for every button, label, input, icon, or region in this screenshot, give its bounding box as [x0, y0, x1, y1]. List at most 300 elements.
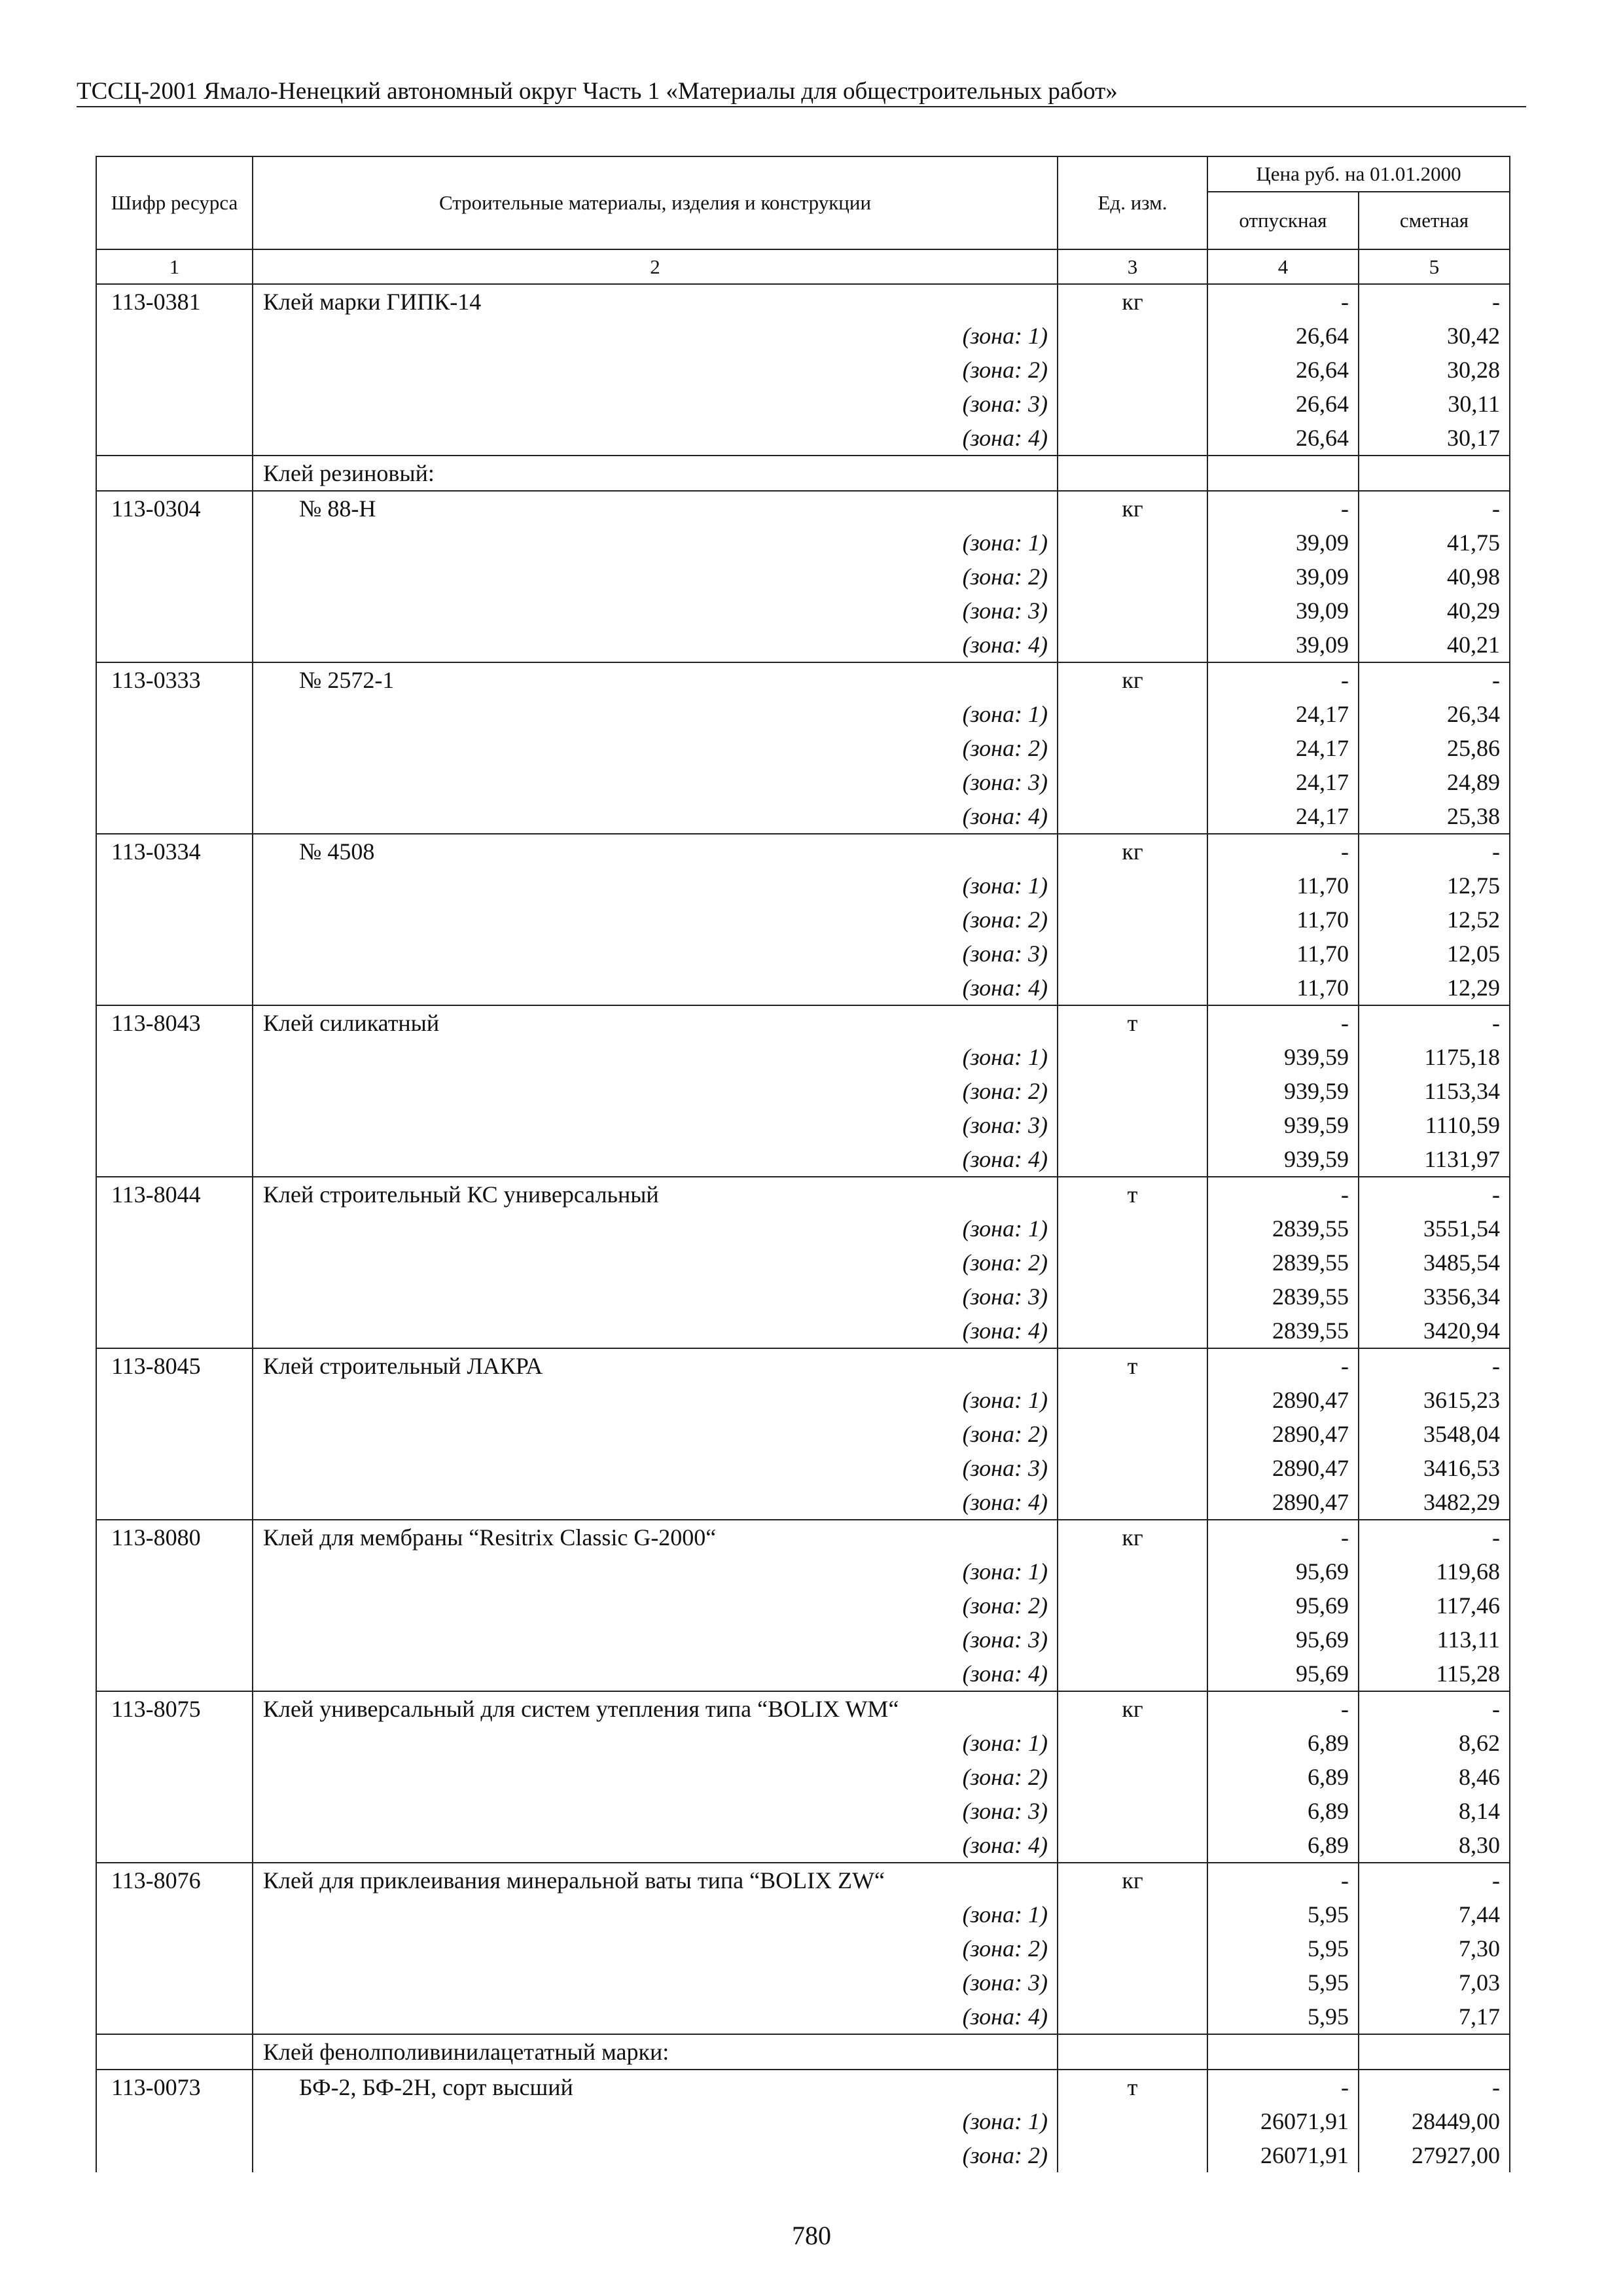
row-unit: [1058, 1828, 1207, 1863]
column-number: 5: [1359, 249, 1510, 284]
row-unit: [1058, 353, 1207, 387]
row-release-price: 26,64: [1207, 319, 1359, 353]
row-release-price: 95,69: [1207, 1588, 1359, 1623]
row-estimate-price: 1131,97: [1359, 1142, 1510, 1177]
row-name: Клей для приклеивания минеральной ваты типа “BOLIX ZW“: [253, 1863, 1058, 1897]
row-estimate-price: 27927,00: [1359, 2138, 1510, 2172]
material-row: [96, 1348, 1510, 1383]
zone-row: [96, 387, 1510, 421]
row-estimate-price: 3482,29: [1359, 1485, 1510, 1520]
row-unit: [1058, 319, 1207, 353]
row-release-price: 26,64: [1207, 421, 1359, 456]
row-estimate-price: 8,14: [1359, 1794, 1510, 1828]
material-row: [96, 1520, 1510, 1554]
row-unit: [1058, 1074, 1207, 1108]
row-estimate-price: 12,52: [1359, 903, 1510, 937]
zone-row: [96, 731, 1510, 765]
row-unit: [1058, 1726, 1207, 1760]
row-release-price: 26,64: [1207, 387, 1359, 421]
zone-row: [96, 1417, 1510, 1451]
zone-row: [96, 628, 1510, 662]
row-code: [96, 1451, 253, 1485]
zone-label: (зона: 4): [253, 421, 1058, 456]
row-release-price: -: [1207, 1520, 1359, 1554]
row-code: 113-0381: [96, 284, 253, 319]
row-unit: [1058, 1246, 1207, 1280]
zone-row: [96, 421, 1510, 456]
row-release-price: 2890,47: [1207, 1417, 1359, 1451]
row-code: [96, 594, 253, 628]
row-estimate-price: 12,75: [1359, 869, 1510, 903]
row-release-price: -: [1207, 1691, 1359, 1726]
zone-row: [96, 526, 1510, 560]
row-estimate-price: 25,86: [1359, 731, 1510, 765]
table-body: [96, 284, 1510, 2172]
zone-label: (зона: 2): [253, 1246, 1058, 1280]
zone-row: [96, 560, 1510, 594]
column-header-name: Строительные материалы, изделия и конструкции: [253, 156, 1058, 249]
row-code: [96, 1142, 253, 1177]
row-unit: [1058, 1588, 1207, 1623]
zone-label: (зона: 1): [253, 1897, 1058, 1931]
row-estimate-price: -: [1359, 2070, 1510, 2104]
row-unit: [1058, 2104, 1207, 2138]
row-estimate-price: 3416,53: [1359, 1451, 1510, 1485]
zone-row: [96, 1383, 1510, 1417]
row-unit: [1058, 628, 1207, 662]
row-estimate-price: 24,89: [1359, 765, 1510, 799]
row-unit: [1058, 1931, 1207, 1965]
row-estimate-price: 30,11: [1359, 387, 1510, 421]
row-code: 113-0073: [96, 2070, 253, 2104]
zone-label: (зона: 4): [253, 971, 1058, 1005]
row-release-price: 939,59: [1207, 1108, 1359, 1142]
zone-row: [96, 1314, 1510, 1348]
row-estimate-price: 3551,54: [1359, 1211, 1510, 1246]
row-release-price: 11,70: [1207, 937, 1359, 971]
row-estimate-price: 12,29: [1359, 971, 1510, 1005]
zone-row: [96, 1142, 1510, 1177]
column-header-code: Шифр ресурса: [96, 156, 253, 249]
row-unit: [1058, 1623, 1207, 1657]
row-estimate-price: 3420,94: [1359, 1314, 1510, 1348]
zone-label: (зона: 1): [253, 869, 1058, 903]
row-unit: т: [1058, 2070, 1207, 2104]
zone-row: [96, 1074, 1510, 1108]
row-release-price: 95,69: [1207, 1623, 1359, 1657]
row-estimate-price: 119,68: [1359, 1554, 1510, 1588]
zone-label: (зона: 3): [253, 1280, 1058, 1314]
row-code: [96, 1040, 253, 1074]
row-release-price: 5,95: [1207, 1931, 1359, 1965]
row-code: 113-0334: [96, 834, 253, 869]
zone-label: (зона: 4): [253, 628, 1058, 662]
row-estimate-price: 115,28: [1359, 1657, 1510, 1691]
row-code: [96, 2138, 253, 2172]
row-estimate-price: 8,62: [1359, 1726, 1510, 1760]
row-unit: [1058, 1108, 1207, 1142]
row-release-price: 6,89: [1207, 1794, 1359, 1828]
row-release-price: -: [1207, 662, 1359, 697]
row-release-price: 6,89: [1207, 1760, 1359, 1794]
row-code: [96, 2000, 253, 2034]
row-code: [96, 526, 253, 560]
row-estimate-price: 30,28: [1359, 353, 1510, 387]
zone-label: (зона: 4): [253, 799, 1058, 834]
row-code: [96, 387, 253, 421]
row-release-price: 39,09: [1207, 560, 1359, 594]
row-release-price: 24,17: [1207, 765, 1359, 799]
row-release-price: 2890,47: [1207, 1383, 1359, 1417]
material-row: [96, 834, 1510, 869]
row-release-price: 939,59: [1207, 1142, 1359, 1177]
material-row: [96, 491, 1510, 526]
row-unit: [1058, 903, 1207, 937]
zone-row: [96, 1760, 1510, 1794]
material-row: [96, 1863, 1510, 1897]
row-unit: [1058, 799, 1207, 834]
row-code: [96, 1897, 253, 1931]
zone-row: [96, 1451, 1510, 1485]
row-estimate-price: 28449,00: [1359, 2104, 1510, 2138]
row-release-price: -: [1207, 284, 1359, 319]
zone-row: [96, 903, 1510, 937]
zone-label: (зона: 3): [253, 1794, 1058, 1828]
zone-label: (зона: 2): [253, 1760, 1058, 1794]
zone-label: (зона: 4): [253, 1142, 1058, 1177]
row-unit: [1058, 594, 1207, 628]
row-code: 113-8075: [96, 1691, 253, 1726]
zone-label: (зона: 2): [253, 560, 1058, 594]
row-release-price: 24,17: [1207, 697, 1359, 731]
zone-label: (зона: 2): [253, 2138, 1058, 2172]
row-code: [96, 353, 253, 387]
row-release-price: -: [1207, 834, 1359, 869]
zone-label: (зона: 1): [253, 2104, 1058, 2138]
row-code: [96, 1794, 253, 1828]
row-release-price: 26071,91: [1207, 2138, 1359, 2172]
row-unit: [1058, 2138, 1207, 2172]
column-number-row: [96, 249, 1510, 284]
row-code: [96, 1931, 253, 1965]
row-estimate-price: 117,46: [1359, 1588, 1510, 1623]
zone-label: (зона: 1): [253, 526, 1058, 560]
zone-label: (зона: 4): [253, 1828, 1058, 1863]
zone-row: [96, 1211, 1510, 1246]
row-unit: [1058, 421, 1207, 456]
row-name: № 4508: [253, 834, 1058, 869]
material-row: [96, 1005, 1510, 1040]
row-unit: кг: [1058, 662, 1207, 697]
material-row: [96, 1691, 1510, 1726]
zone-label: (зона: 1): [253, 697, 1058, 731]
zone-row: [96, 319, 1510, 353]
zone-row: [96, 1108, 1510, 1142]
row-name: БФ-2, БФ-2Н, сорт высший: [253, 2070, 1058, 2104]
row-unit: кг: [1058, 1863, 1207, 1897]
row-release-price: -: [1207, 2070, 1359, 2104]
zone-row: [96, 2104, 1510, 2138]
zone-row: [96, 799, 1510, 834]
row-release-price: 24,17: [1207, 731, 1359, 765]
zone-label: (зона: 3): [253, 1623, 1058, 1657]
row-estimate-price: -: [1359, 1005, 1510, 1040]
row-code: [96, 971, 253, 1005]
row-release-price: 39,09: [1207, 594, 1359, 628]
row-release-price: 11,70: [1207, 903, 1359, 937]
row-unit: кг: [1058, 491, 1207, 526]
table-header-row: [96, 156, 1510, 192]
zone-label: (зона: 1): [253, 319, 1058, 353]
row-unit: [1058, 1965, 1207, 2000]
row-estimate-price: 40,21: [1359, 628, 1510, 662]
row-code: 113-8044: [96, 1177, 253, 1211]
row-unit: [1058, 731, 1207, 765]
row-code: [96, 1417, 253, 1451]
row-name: Клей строительный ЛАКРА: [253, 1348, 1058, 1383]
zone-row: [96, 1623, 1510, 1657]
row-unit: [1058, 2000, 1207, 2034]
page-header: [77, 77, 1526, 107]
row-release-price: 2839,55: [1207, 1246, 1359, 1280]
row-name: Клей для мембраны “Resitrix Classic G-2000“: [253, 1520, 1058, 1554]
row-release-price: -: [1207, 1348, 1359, 1383]
zone-label: (зона: 1): [253, 1726, 1058, 1760]
zone-label: (зона: 2): [253, 1931, 1058, 1965]
row-unit: [1058, 560, 1207, 594]
row-estimate-price: 113,11: [1359, 1623, 1510, 1657]
row-code: 113-0304: [96, 491, 253, 526]
row-release-price: 11,70: [1207, 869, 1359, 903]
row-code: [96, 319, 253, 353]
row-unit: [1058, 1897, 1207, 1931]
row-code: [96, 1485, 253, 1520]
zone-row: [96, 971, 1510, 1005]
row-unit: [1058, 1142, 1207, 1177]
row-unit: [1058, 765, 1207, 799]
row-name: Клей универсальный для систем утепления типа “BOLIX WM“: [253, 1691, 1058, 1726]
row-estimate-price: 7,17: [1359, 2000, 1510, 2034]
row-code: [96, 1828, 253, 1863]
row-estimate-price: 30,42: [1359, 319, 1510, 353]
row-code: [96, 799, 253, 834]
row-code: [96, 1280, 253, 1314]
row-unit: [1058, 971, 1207, 1005]
zone-label: (зона: 4): [253, 1657, 1058, 1691]
column-header-estimate: сметная: [1359, 192, 1510, 249]
row-estimate-price: [1359, 2034, 1510, 2070]
row-estimate-price: 7,30: [1359, 1931, 1510, 1965]
zone-row: [96, 1897, 1510, 1931]
row-estimate-price: 1175,18: [1359, 1040, 1510, 1074]
row-unit: [1058, 1040, 1207, 1074]
row-code: [96, 456, 253, 491]
column-header-price-group: Цена руб. на 01.01.2000: [1207, 156, 1510, 192]
row-unit: [1058, 1314, 1207, 1348]
row-code: [96, 1108, 253, 1142]
zone-label: (зона: 3): [253, 1108, 1058, 1142]
row-release-price: 6,89: [1207, 1726, 1359, 1760]
row-estimate-price: -: [1359, 491, 1510, 526]
row-estimate-price: -: [1359, 1177, 1510, 1211]
row-release-price: 26071,91: [1207, 2104, 1359, 2138]
zone-label: (зона: 3): [253, 1965, 1058, 2000]
row-unit: [1058, 697, 1207, 731]
zone-label: (зона: 4): [253, 1314, 1058, 1348]
zone-label: (зона: 2): [253, 1074, 1058, 1108]
zone-label: (зона: 2): [253, 1417, 1058, 1451]
row-release-price: -: [1207, 1863, 1359, 1897]
row-estimate-price: -: [1359, 1691, 1510, 1726]
row-estimate-price: 3356,34: [1359, 1280, 1510, 1314]
column-number: 1: [96, 249, 253, 284]
zone-row: [96, 1828, 1510, 1863]
row-unit: [1058, 1383, 1207, 1417]
zone-label: (зона: 2): [253, 353, 1058, 387]
row-unit: т: [1058, 1348, 1207, 1383]
row-estimate-price: 1153,34: [1359, 1074, 1510, 1108]
row-code: [96, 903, 253, 937]
row-release-price: 2839,55: [1207, 1280, 1359, 1314]
zone-row: [96, 697, 1510, 731]
row-estimate-price: 1110,59: [1359, 1108, 1510, 1142]
row-unit: [1058, 937, 1207, 971]
row-code: [96, 1657, 253, 1691]
row-estimate-price: 3615,23: [1359, 1383, 1510, 1417]
row-name: Клей марки ГИПК-14: [253, 284, 1058, 319]
row-name: Клей строительный КС универсальный: [253, 1177, 1058, 1211]
row-code: 113-0333: [96, 662, 253, 697]
zone-row: [96, 1280, 1510, 1314]
row-estimate-price: 12,05: [1359, 937, 1510, 971]
zone-row: [96, 1726, 1510, 1760]
row-estimate-price: 3485,54: [1359, 1246, 1510, 1280]
zone-label: (зона: 1): [253, 1554, 1058, 1588]
page-number: 780: [792, 2221, 831, 2250]
row-code: [96, 869, 253, 903]
page-header-title: ТССЦ-2001 Ямало-Ненецкий автономный округ Часть 1 «Материалы для общестроительных работ»: [77, 78, 1118, 105]
column-header-release: отпускная: [1207, 192, 1359, 249]
row-name: Клей силикатный: [253, 1005, 1058, 1040]
row-estimate-price: -: [1359, 284, 1510, 319]
zone-label: (зона: 2): [253, 731, 1058, 765]
price-table: [96, 156, 1510, 2172]
row-code: 113-8045: [96, 1348, 253, 1383]
row-release-price: 39,09: [1207, 628, 1359, 662]
zone-row: [96, 1931, 1510, 1965]
zone-label: (зона: 2): [253, 1588, 1058, 1623]
row-code: [96, 697, 253, 731]
row-estimate-price: 7,03: [1359, 1965, 1510, 2000]
row-code: [96, 1211, 253, 1246]
row-release-price: 2839,55: [1207, 1314, 1359, 1348]
zone-row: [96, 353, 1510, 387]
zone-label: (зона: 3): [253, 594, 1058, 628]
row-estimate-price: 8,30: [1359, 1828, 1510, 1863]
row-estimate-price: -: [1359, 1520, 1510, 1554]
zone-row: [96, 1246, 1510, 1280]
row-estimate-price: 8,46: [1359, 1760, 1510, 1794]
zone-row: [96, 2000, 1510, 2034]
row-release-price: 2890,47: [1207, 1451, 1359, 1485]
zone-label: (зона: 2): [253, 903, 1058, 937]
zone-label: (зона: 1): [253, 1383, 1058, 1417]
row-code: 113-8043: [96, 1005, 253, 1040]
row-unit: кг: [1058, 834, 1207, 869]
row-release-price: 95,69: [1207, 1554, 1359, 1588]
zone-row: [96, 937, 1510, 971]
row-release-price: 39,09: [1207, 526, 1359, 560]
material-row: [96, 1177, 1510, 1211]
row-estimate-price: 3548,04: [1359, 1417, 1510, 1451]
row-unit: [1058, 1280, 1207, 1314]
zone-row: [96, 765, 1510, 799]
row-release-price: -: [1207, 491, 1359, 526]
row-code: [96, 560, 253, 594]
row-unit: кг: [1058, 1691, 1207, 1726]
row-code: [96, 1760, 253, 1794]
zone-label: (зона: 3): [253, 937, 1058, 971]
row-release-price: 939,59: [1207, 1074, 1359, 1108]
row-unit: [1058, 456, 1207, 491]
zone-row: [96, 1485, 1510, 1520]
material-row: [96, 662, 1510, 697]
row-unit: кг: [1058, 284, 1207, 319]
row-unit: кг: [1058, 1520, 1207, 1554]
row-estimate-price: -: [1359, 1348, 1510, 1383]
row-estimate-price: 25,38: [1359, 799, 1510, 834]
zone-row: [96, 1040, 1510, 1074]
row-unit: [1058, 1794, 1207, 1828]
row-estimate-price: 41,75: [1359, 526, 1510, 560]
row-unit: т: [1058, 1005, 1207, 1040]
zone-label: (зона: 4): [253, 2000, 1058, 2034]
row-code: 113-8080: [96, 1520, 253, 1554]
zone-row: [96, 1588, 1510, 1623]
row-code: [96, 2034, 253, 2070]
group-title: Клей фенолполивинилацетатный марки:: [253, 2034, 1058, 2070]
row-code: 113-8076: [96, 1863, 253, 1897]
row-release-price: 6,89: [1207, 1828, 1359, 1863]
material-row: [96, 284, 1510, 319]
row-release-price: 26,64: [1207, 353, 1359, 387]
row-estimate-price: -: [1359, 834, 1510, 869]
row-release-price: 5,95: [1207, 1897, 1359, 1931]
row-estimate-price: 40,29: [1359, 594, 1510, 628]
zone-label: (зона: 3): [253, 387, 1058, 421]
row-estimate-price: 40,98: [1359, 560, 1510, 594]
row-code: [96, 765, 253, 799]
zone-label: (зона: 3): [253, 765, 1058, 799]
row-unit: [1058, 1760, 1207, 1794]
row-estimate-price: -: [1359, 1863, 1510, 1897]
column-number: 3: [1058, 249, 1207, 284]
zone-row: [96, 594, 1510, 628]
zone-row: [96, 1657, 1510, 1691]
zone-label: (зона: 1): [253, 1040, 1058, 1074]
row-release-price: 11,70: [1207, 971, 1359, 1005]
row-code: [96, 1314, 253, 1348]
row-release-price: 5,95: [1207, 2000, 1359, 2034]
row-release-price: -: [1207, 1005, 1359, 1040]
row-code: [96, 628, 253, 662]
zone-row: [96, 869, 1510, 903]
row-release-price: 939,59: [1207, 1040, 1359, 1074]
row-code: [96, 1074, 253, 1108]
zone-row: [96, 1554, 1510, 1588]
row-code: [96, 1383, 253, 1417]
row-release-price: [1207, 456, 1359, 491]
